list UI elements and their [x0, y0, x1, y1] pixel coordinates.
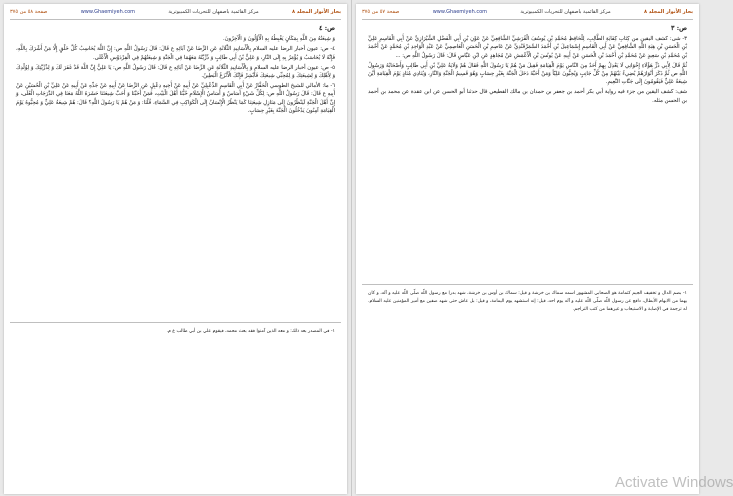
- paragraph: ٦- ما: الأمالي للشيخ الطوسي الْحَفَّارُ عَنْ أَبِي الْقَاسِمِ الدِّعْبِلِيِّ عَنْ أَبِيهِ عَنْ أَخِيهِ دِعْبِلٍ عَنِ الرِّضَا عَنْ أَبِيهِ عَنْ جَدِّهِ عَنْ أَبِيهِ عَنْ عَلِيِّ بْنِ الْحُسَيْنِ عَنْ أَبِيهِ ع قَالَ: قَالَ رَسُولُ اللَّهِ ص: لِكُلِّ شَيْءٍ أَسَاسٌ وَ أَسَاسُ الْإِسْلَامِ حُبُّنَا أَهْلَ الْبَيْتِ، فَمَنْ أَحَبَّنَا وَ أَحَبَّ شِيعَتَنَا حَشَرَهُ اللَّهُ مَعَنَا فِي الدَّرَجَاتِ الْعُلَى، وَ إِنَّ أَهْلَ الْجَنَّةِ لَيَنْظُرُونَ إِلَى مَنَازِلِ شِيعَتِنَا كَمَا يَنْظُرُ الْإِنْسَانُ إِلَى الْكَوَاكِبِ فِي السَّمَاءِ، قُلْنَا: وَ مَنْ هُمْ يَا رَسُولَ اللَّهِ؟ قَالَ: هُمْ شِيعَةُ عَلِيٍّ وَ مُحِبُّوهُ يَوْمَ الْقِيَامَةِ آمِنُونَ يَدْخُلُونَ الْجَنَّةَ بِغَيْرِ حِسَابٍ.: [16, 83, 335, 114]
- page-number: صفحة ٥٧ من ٣٧٥: [362, 9, 400, 15]
- page-header: [10, 7, 341, 17]
- paragraph: ثُمَّ قَالَ لِأَبِي ذَرٍّ هَؤُلَاءِ إِخْوَانِي لَا يَعْدِلُ بِهِمْ أَحَدٌ مِنَ النَّاسِ يَوْمَ الْقِيَامَةِ فَقِيلَ مَنْ هُمْ يَا رَسُولَ اللَّهِ فَقَالَ هُمْ وَلَايَةُ عَلِيِّ بْنِ أَبِي طَالِبٍ وَأَصْحَابُهُ وَرَسُولُ اللَّهِ ص ثُمَّ ذَكَرَ أَنْوَارَهُمْ يُضِيءُ بَيْنَهُمْ مِنْ كُلِّ جَانِبٍ وَيُحِبُّونَ عَلِيّاً وَمَنْ أَحَبَّهُ دَخَلَ الْجَنَّةَ بِغَيْرِ حِسَابٍ وَهُوَ قَسِيمُ الْجَنَّةِ وَالنَّارِ، وَيُنَادِي مُنَادٍ يَوْمَ الْقِيَامَةِ أَيْنَ شِيعَةُ عَلِيٍّ فَيَقُومُونَ إِلَى جَنَّاتِ النَّعِيمِ.: [368, 62, 687, 86]
- footnote-divider: [362, 284, 693, 285]
- paragraph: ٤- ص: عيون أخبار الرضا عليه السلام بِالْأَسَانِيدِ الثَّلَاثَةِ عَنِ الرِّضَا عَنْ آبَائِهِ ع قَالَ: قَالَ رَسُولُ اللَّهِ ص: إِنَّ اللَّهَ يُحَاسِبُ كُلَّ خَلْقٍ إِلَّا مَنْ أَشْرَكَ بِاللَّهِ، فَإِنَّهُ لَا يُحَاسَبُ وَ يُؤْمَرُ بِهِ إِلَى النَّارِ، وَ عَلِيٌّ بْنُ أَبِي طَالِبٍ وَ ذُرِّيَّتُهُ مَعَهُمَا فِي الْجَنَّةِ وَ شِيعَتُهُمْ فِي الْفِرْدَوْسِ الْأَعْلَى.: [16, 46, 335, 61]
- header-divider: [10, 19, 341, 20]
- page-gutter-divider: [351, 0, 352, 496]
- header-divider: [362, 19, 693, 20]
- book-title: بحار الأنوار المجلد ٨: [643, 9, 693, 15]
- center-name: مركز القائمية باصفهان للتحريات الكمبيوترية: [520, 9, 611, 15]
- document-page-left: [4, 4, 347, 494]
- page-header: [362, 7, 693, 17]
- paragraph: ٥- ص: عيون أخبار الرضا عليه السلام وَ بِالْأَسَانِيدِ الثَّلَاثَةِ عَنِ الرِّضَا عَنْ آبَائِهِ ع قَالَ: قَالَ رَسُولُ اللَّهِ ص: يَا عَلِيُّ إِنَّ اللَّهَ قَدْ غَفَرَ لَكَ وَ لِذُرِّيَّتِكَ وَ لِوُلْدِكَ وَ لِأَهْلِكَ وَ لِشِيعَتِكَ وَ لِمُحِبِّي شِيعَتِكَ فَأَبْشِرْ فَإِنَّكَ الْأَنْزَعُ الْبَطِينُ.: [16, 64, 335, 80]
- page-body: [16, 24, 335, 316]
- site-url[interactable]: www.Ghaemiyeh.com: [80, 9, 136, 15]
- paragraph: شف: كشف اليقين من جزء فيه رواية أبي بكر أحمد بن جعفر بن حمدان بن مالك القطيعي قال حدثنا أبو الحسن عن ابن عقدة عن محمد بن أحمد بن الحسن مثله.: [368, 89, 687, 104]
- activation-watermark: Activate Windows: [615, 474, 733, 491]
- paragraph: وَ شِيعَتُهُ مِنَ اللَّهِ بِمَكَانٍ يَغْبِطُهُ بِهِ الْأَوَّلُونَ وَ الْآخِرُونَ.: [222, 36, 335, 43]
- footnote: ١- في المصدر بعد ذلك: و معه الذين آمنوا فقد بعث محمد، فيقوم علي بن أبي طالب ع م.: [166, 329, 335, 334]
- center-name: مركز القائمية باصفهان للتحريات الكمبيوترية: [168, 9, 259, 15]
- book-title: بحار الأنوار المجلد ٨: [291, 9, 341, 15]
- page-number: صفحة ٥٨ من ٣٧٥: [10, 9, 48, 15]
- section-heading: ص: ٤: [318, 24, 335, 32]
- paragraph: ٣- شى: كشف اليقين من كِتَابِ كِفَايَةِ الطَّالِبِ، لِلْحَافِظِ مُحَمَّدِ بْنِ يُوسُفَ الْقُرَشِيِّ الشَّافِعِيِّ عَنْ عَوْنِ بْنِ أَبِي الْفَضْلِ الشَّيْرَازِيِّ عَنْ أَبِي الْقَاسِمِ عَلِيِّ بْنِ الْحَسَنِ بْنِ هِبَةِ اللَّهِ الشَّافِعِيِّ عَنْ أَبِي الْقَاسِمِ إِسْمَاعِيلَ بْنِ أَحْمَدَ السَّمَرْقَنْدِيِّ عَنْ عَاصِمِ بْنِ الْحَسَنِ الْعَاصِمِيِّ عَنْ عَبْدِ الْوَاحِدِ بْنِ مُحَمَّدٍ عَنْ أَحْمَدَ بْنِ مُحَمَّدِ بْنِ سَعِيدٍ عَنْ مُحَمَّدِ بْنِ أَحْمَدَ بْنِ الْحَسَنِ عَنْ أَبِيهِ عَنْ يُونُسَ بْنِ الْأَعْمَشِ عَنْ مُجَاهِدٍ عَنِ ابْنِ عَبَّاسٍ قَالَ: قَالَ رَسُولُ اللَّهِ ص: ...: [368, 36, 687, 59]
- footnote-divider: [10, 322, 341, 323]
- document-page-right: [356, 4, 699, 494]
- footnotes: [368, 290, 687, 316]
- page-body: [368, 24, 687, 274]
- footnote: ١- بضم الدال و تخفيف الجيم كثمامة هو الصحابي المشهور اسمه سماك بن خرشة و قيل: سماك بن أوس بن خرشة، شهد بدرا مع رسول اللّه صلّى اللّه عليه و آله، و كان يهما من الابهام الأبطال، دافع عن رسول اللّه صلّى اللّه عليه و آله يوم احد، قيل: إنه استشهد يوم اليمامة، و قيل: بل عاش حتى شهد صفين مع أمير المؤمنين عليه السلام. له ترجمة في الإصابة و الاستيعاب و غيرهما من كتب التراجم.: [368, 291, 687, 312]
- site-url[interactable]: www.Ghaemiyeh.com: [432, 9, 488, 15]
- footnotes: [16, 328, 335, 338]
- section-heading: ص: ٣: [670, 24, 687, 32]
